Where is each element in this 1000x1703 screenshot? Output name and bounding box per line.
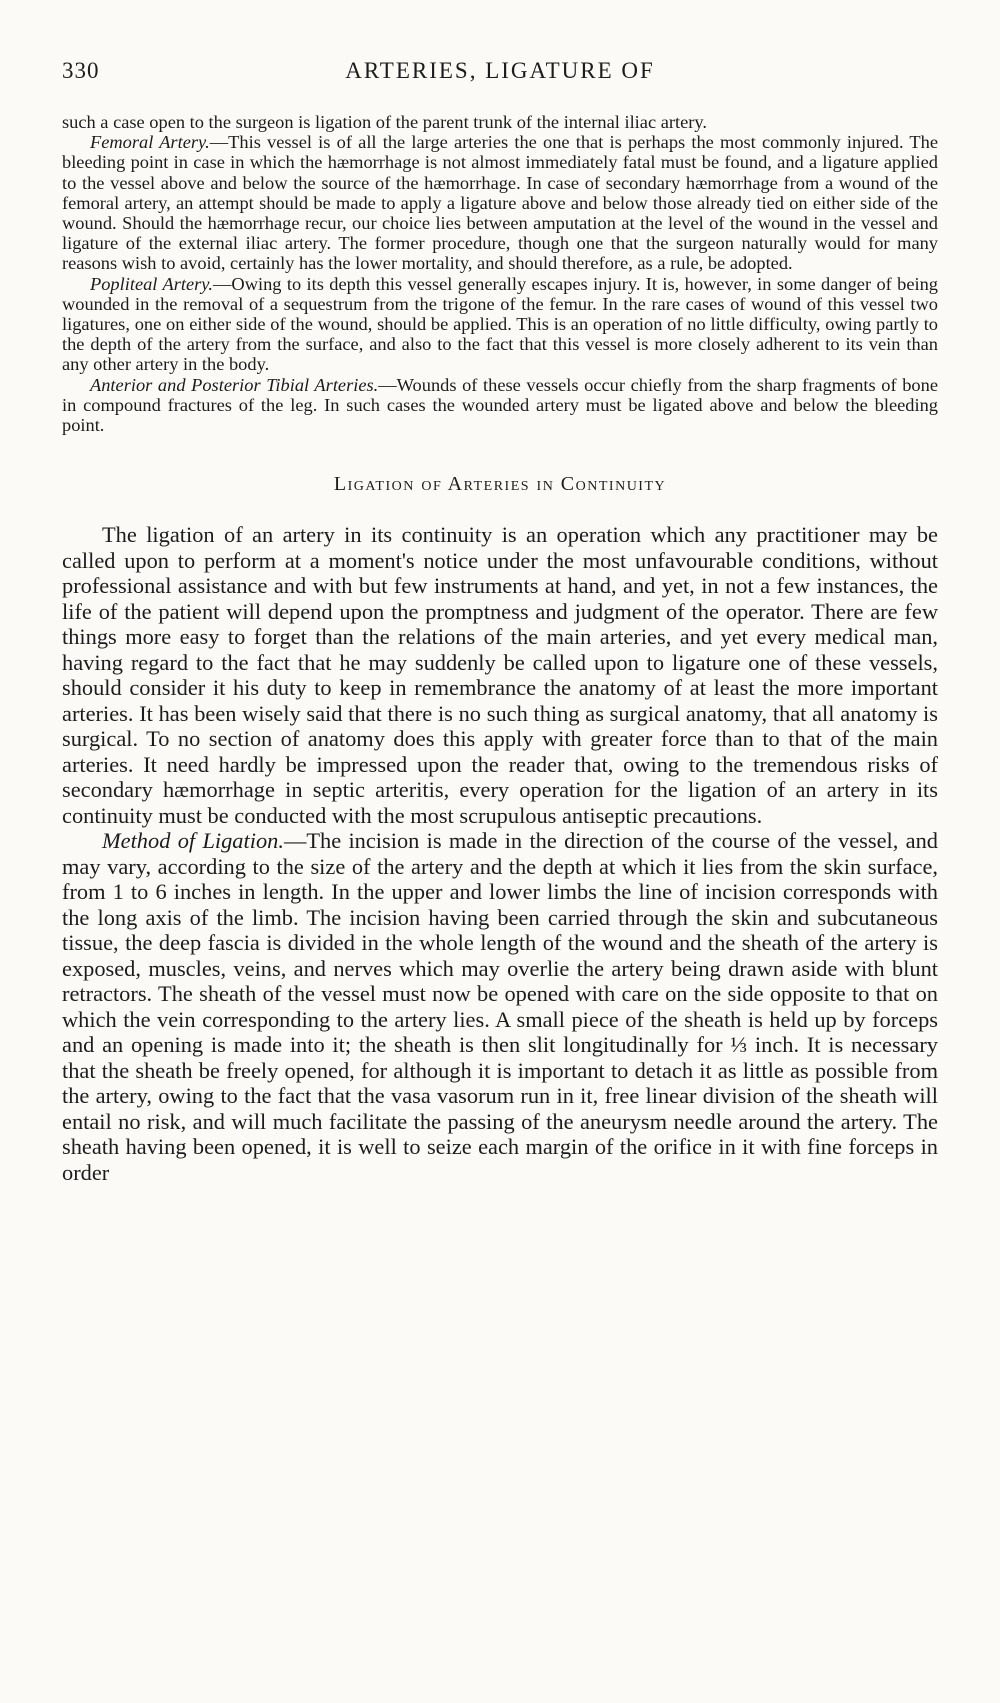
running-head (62, 58, 938, 92)
page-number: 330 (62, 58, 100, 83)
paragraph-popliteal-artery (62, 274, 938, 375)
paragraph-text: —Wounds of these vessels occur chiefly from the sharp fragments of bone in compound fractures of the leg. In such cases the wounded artery must be ligated above and below the bleeding point. (62, 374, 938, 436)
paragraph-heading: Anterior and Posterior Tibial Arteries. (90, 374, 379, 395)
section-heading: Ligation of Arteries in Continuity (333, 473, 667, 496)
upper-text-block (62, 112, 938, 435)
paragraph-method-of-ligation (62, 828, 938, 1185)
paragraph-text: —This vessel is of all the large arteries the one that is perhaps the most commonly injured. The bleeding point in case in which the hæmorrhage is not almost immediately fatal must be found, and a ligature applied to the vessel above and below the source of the hæmorrhage. In case of secondary hæmorrhage from a wound of the femoral artery, an attempt should be made to apply a ligature above and below those already tied on either side of the wound. Should the hæmorrhage recur, our choice lies between amputation at the level of the wound in the vessel and ligature of the external iliac artery. The former procedure, though one that the surgeon naturally would for many reasons wish to avoid, certainly has the lower mortality, and should therefore, as a rule, be adopted. (62, 132, 938, 274)
paragraph-ligation-intro (62, 522, 938, 828)
paragraph-internal-iliac (62, 112, 938, 132)
paragraph-text: —The incision is made in the direction of the course of the vessel, and may vary, according to the size of the artery and the depth at which it lies from the skin surface, from 1 to 6 inches in length. In the upper and lower limbs the line of incision corresponds with the long axis of the limb. The incision having been carried through the skin and subcutaneous tissue, the deep fascia is divided in the whole length of the wound and the sheath of the artery is exposed, muscles, veins, and nerves which may overlie the artery being drawn aside with blunt retractors. The sheath of the vessel must now be opened with care on the side opposite to that on which the vein corresponding to the artery lies. A small piece of the sheath is held up by forceps and an opening is made into it; the sheath is then slit longitudinally for ⅓ inch. It is necessary that the sheath be freely opened, for although it is important to detach it as little as possible from the artery, owing to the fact that the vasa vasorum run in it, free linear division of the sheath will entail no risk, and will much facilitate the passing of the aneurysm needle around the artery. The sheath having been opened, it is well to seize each margin of the orifice in it with fine forceps in order (62, 828, 938, 1185)
paragraph-heading: Popliteal Artery. (90, 273, 214, 294)
paragraph-femoral-artery (62, 132, 938, 273)
paragraph-heading: Method of Ligation. (102, 828, 284, 854)
book-page (62, 58, 938, 1185)
main-text-block (62, 522, 938, 1185)
paragraph-tibial-arteries (62, 375, 938, 436)
paragraph-text: —Owing to its depth this vessel generally escapes injury. It is, however, in some danger of being wounded in the removal of a sequestrum from the trigone of the femur. In the rare cases of wound of this vessel two ligatures, one on either side of the wound, should be applied. This is an operation of no little difficulty, owing partly to the depth of the artery from the surface, and also to the fact that this vessel is more closely adherent to its vein than any other artery in the body. (62, 273, 938, 375)
paragraph-text: The ligation of an artery in its continuity is an operation which any practitioner may be called upon to perform at a moment's notice under the most unfavourable conditions, without professional assistance and with but few instruments at hand, and yet, in not a few instances, the life of the patient will depend upon the promptness and judgment of the operator. There are few things more easy to forget than the relations of the main arteries, and yet every medical man, having regard to the fact that he may suddenly be called upon to ligature one of these vessels, should consider it his duty to keep in remembrance the anatomy of at least the more important arteries. It has been wisely said that there is no such thing as surgical anatomy, that all anatomy is surgical. To no section of anatomy does this apply with greater force than to that of the main arteries. It need hardly be impressed upon the reader that, owing to the tremendous risks of secondary hæmorrhage in septic arteritis, every operation for the ligation of an artery in its continuity must be conducted with the most scrupulous antiseptic precautions. (62, 522, 938, 828)
running-title: ARTERIES, LIGATURE OF (345, 58, 655, 83)
paragraph-text: such a case open to the surgeon is ligation of the parent trunk of the internal iliac artery. (62, 112, 707, 132)
paragraph-heading: Femoral Artery. (90, 132, 210, 153)
